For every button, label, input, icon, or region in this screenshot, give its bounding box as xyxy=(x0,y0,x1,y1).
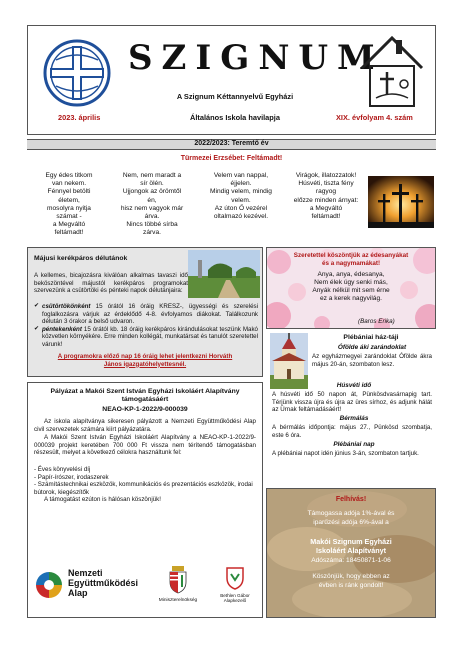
parish-day-text: A plébániai napot idén június 3-án, szombaton tartjuk. xyxy=(272,450,419,457)
tax-thanks-1: Köszönjük, hogy ebben az xyxy=(312,573,390,580)
tax-name-1: Makói Szignum Egyházi xyxy=(310,537,392,546)
coat-of-arms-icon xyxy=(168,566,188,594)
parish-sub-easter: Húsvéti idő xyxy=(336,382,372,389)
issue-date: 2023. április xyxy=(58,113,101,122)
grant-p1: Az iskola alapítványa sikeresen pályázott a Nemzeti Együttműködési Alap civil szervezetek számára kiírt pályázatára. xyxy=(34,418,256,433)
bike-list-item: ✔ csütörtökönként 15 órától 16 óráig KRESZ-, ügyességi és szerelési foglalkozásra várjuk az érdeklődő 4-8. évfolyamos diákokat. Találkozunk délután 3 órakor a belső udvaron. xyxy=(34,303,258,326)
tax-line-2: iparűzési adója 6%-ával a xyxy=(313,519,389,526)
parish-sub-confirmation: Bérmálás xyxy=(339,415,369,422)
poem-title: Türmezei Erzsébet: Feltámadt! xyxy=(180,155,283,162)
poem-stanza-3: Velem van nappal, éjjelen. Mindig velem, mindig velem. Az úton Ő vezérel oltalmazó kezével. xyxy=(210,172,272,221)
parish-sub-pilgrimage: Ófölde áki zarándoklat xyxy=(337,344,407,351)
nea-swirl-icon xyxy=(34,570,64,600)
poem-stanza-4: Virágok, illatozzatok! Húsvéti, tiszta fény ragyog előzze minden árnyat: a Megváltó feltámadt! xyxy=(293,172,359,221)
tax-thanks-2: évben is ránk gondolt! xyxy=(318,582,384,589)
grant-code: NEAO-KP-1-2022/9-000039 xyxy=(102,406,188,413)
poem-stanza-2: Nem, nem maradt a sír ölén. Ujjongok az örömtől én, hisz nem vagyok már árva. Nincs többé sírba zárva. xyxy=(120,172,184,237)
parish-confirmation-text: A bérmálás időpontja: május 27., Pünkösd szombatja, este 6 óra. xyxy=(272,424,432,439)
bga-logo-text: Bethlen Gábor Alapkezelő xyxy=(220,593,250,604)
bike-intro: A kellemes, bicajozásra kiválóan alkalmas tavaszi idő beköszöntével májustól kerékpáros programokat szervezünk a csütörtöki és pénteki napok délutánjaira: xyxy=(34,272,188,295)
masthead-subtitle2: Általános Iskola havilapja xyxy=(190,113,280,122)
grant-list-item: - Számítástechnikai eszközök, kommunikációs és prezentációs eszközök, irodai bútorok, kiegészítők xyxy=(34,481,253,496)
parish-title: Plébániai ház-táji xyxy=(343,334,399,341)
church-photo xyxy=(270,333,308,389)
grant-list xyxy=(34,466,256,496)
grant-title: Pályázat a Makói Szent István Egyházi Iskoláért Alapítvány támogatásáért xyxy=(50,388,240,404)
bga-logo xyxy=(210,566,260,610)
bike-list xyxy=(34,303,258,349)
bike-title: Májusi kerékpáros délutánok xyxy=(34,255,128,262)
tax-line-1: Támogassa adója 1%-ával és xyxy=(307,510,395,517)
pm-office-text: Miniszterelnökség xyxy=(158,598,198,603)
tax-name-2: Iskoláért Alapítványt xyxy=(315,546,387,555)
nea-logo-text-3: Alap xyxy=(68,588,88,598)
mothers-day-title: Szeretettel köszöntjük az édesanyákat és a nagymamákat! xyxy=(293,252,409,267)
tax-number: Adószáma: 18450871-1-06 xyxy=(311,557,391,564)
bga-logo-icon xyxy=(225,566,245,590)
crosses-sunset-image xyxy=(368,176,434,228)
church-house-logo-icon xyxy=(356,32,428,112)
poem-stanza-1: Egy édes titkom van nekem. Fénnyel betölti életem, mosolyra nyitja számat - a Megváltó feltámadt! xyxy=(45,172,93,237)
masthead-subtitle: A Szignum Kéttannyelvű Egyházi xyxy=(176,92,294,101)
mothers-day-author: (Baros Erika) xyxy=(358,318,395,325)
grant-list-item: - Éves könyvelési díj xyxy=(34,466,91,473)
mothers-day-poem: Anya, anya, édesanya, Nem élek úgy senki más, Anyák nélkül mit sem érne ez a kerek nagyvilág. xyxy=(312,271,390,302)
nea-logo-text-1: Nemzeti xyxy=(68,568,103,578)
year-theme: 2022/2023: Teremtő év xyxy=(194,140,269,147)
parish-pilgrimage-text: Az egyházmegyei zarándoklat Ófölde ákra május 20-án, szombaton lesz. xyxy=(312,353,432,368)
nea-logo xyxy=(34,568,146,604)
pm-office-logo xyxy=(148,566,208,610)
parish-easter-text: A húsvéti idő 50 napon át, Pünkösdvasárnapig tart. Térjünk vissza újra és újra az üres sírhoz, és adjunk hálát az Úrnak feltámadásáért! xyxy=(272,391,432,414)
parish-sub-day: Plébániai nap xyxy=(333,441,375,448)
bike-path-image xyxy=(188,250,260,298)
grant-p2: A Makói Szent István Egyházi Iskoláért Alapítvány a NEAO-KP-1-2022/9-000039 projekt keretében 700 000 Ft vissza nem térítendő támogatásban részesült, melyet a következő célokra használtunk fel: xyxy=(34,434,256,457)
school-logo-icon xyxy=(42,38,112,108)
bike-footer: A programokra előző nap 16 óráig lehet jelentkezni Horváth János igazgatóhelyettesnél. xyxy=(57,353,233,368)
grant-thanks: A támogatást ezúton is hálósan köszönjük! xyxy=(44,496,161,503)
issue-number: XIX. évfolyam 4. szám xyxy=(336,113,413,122)
nea-logo-text-2: Együttműködési xyxy=(68,578,139,588)
grant-list-item: - Papír-írószer, irodaszerek xyxy=(34,473,109,481)
bike-list-item: ✔ péntekenként 15 órától kb. 18 óráig kerékpáros kirándulásokat teszünk Makó közvetlen környékére. Erre minden kollégát, munkatársat és tanulót szeretettel várunk! xyxy=(34,326,258,349)
masthead-title: SZIGNUM xyxy=(128,38,384,78)
tax-title: Felhívás! xyxy=(335,496,367,503)
